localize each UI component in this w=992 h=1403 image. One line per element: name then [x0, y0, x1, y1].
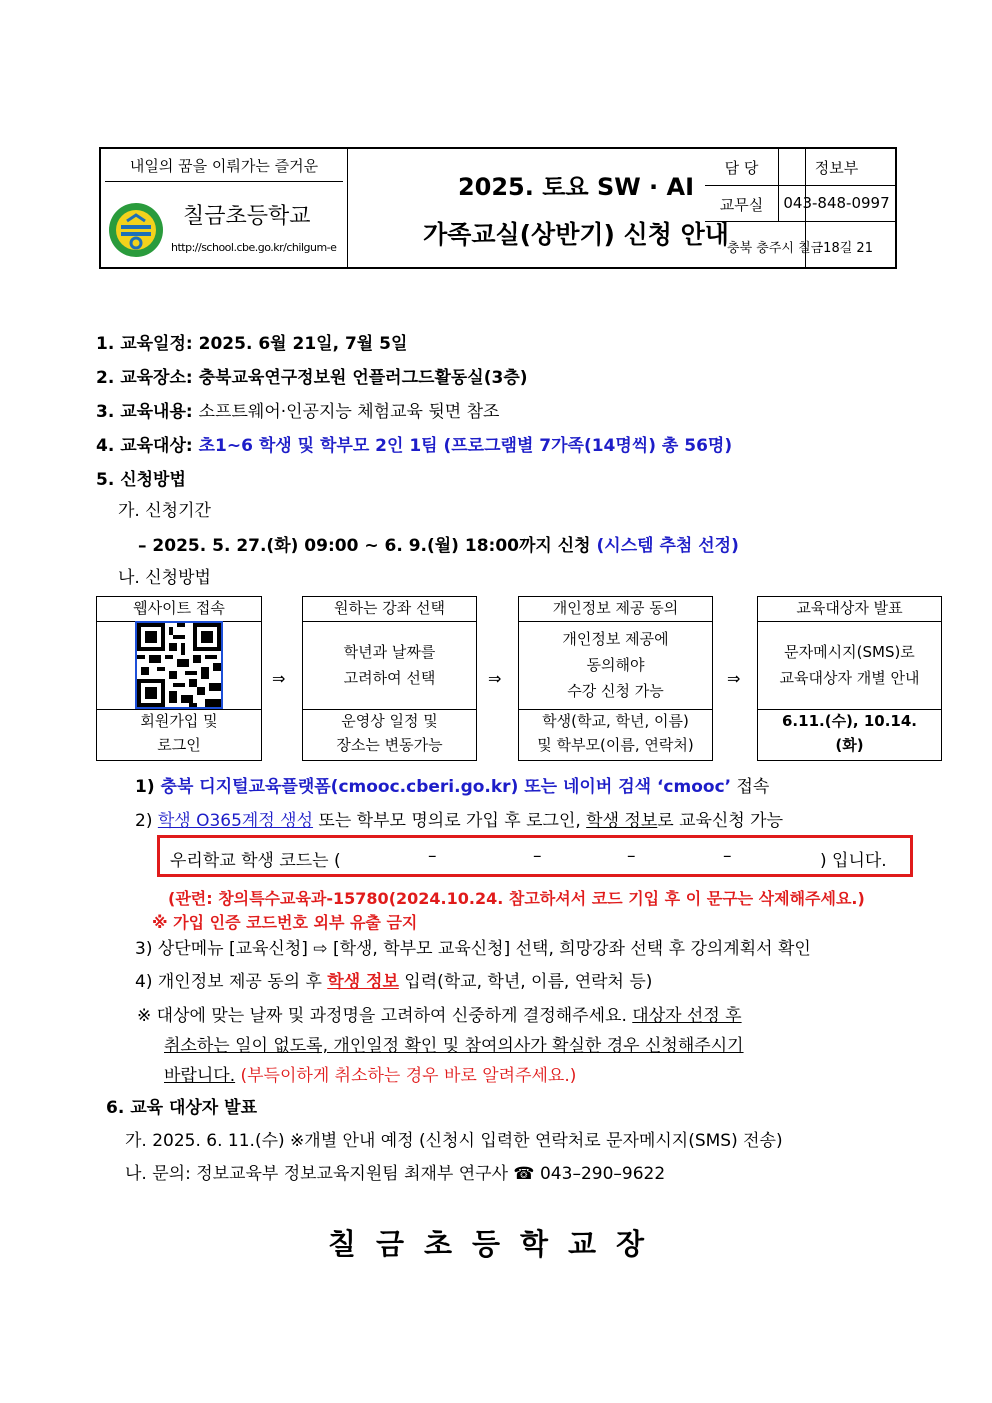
- step-text: 또는 학부모 명의로 가입 후 로그인,: [313, 811, 587, 831]
- flow-step-website: [96, 596, 262, 761]
- flow-middle-text: 학년과 날짜를 고려하여 선택: [343, 643, 436, 687]
- flow-middle: [519, 621, 712, 710]
- period-detail: [138, 531, 739, 556]
- red-note-reference: (관련: 창의특수교육과-15780(2024.10.24. 참고하셔서 코드 기입 후 이 문구는 삭제해주세요.): [168, 889, 865, 908]
- item-label: 1. 교육일정:: [96, 334, 199, 354]
- section6-item-b: 나. 문의: 정보교육부 정보교육지원팀 최재부 연구사 ☎ 043–290–9622: [125, 1164, 666, 1184]
- period-text: – 2025. 5. 27.(화) 09:00 ~ 6. 9.(월) 18:00까지 신청: [138, 536, 597, 556]
- item-label: 3. 교육내용:: [96, 402, 199, 422]
- flow-bottom: [303, 709, 476, 760]
- step-3: 3) 상단메뉴 [교육신청] ⇨ [학생, 학부모 교육신청] 선택, 희망강좌 선택 후 강의계획서 확인: [135, 939, 811, 959]
- item-value: 소프트웨어·인공지능 체험교육 뒷면 참조: [198, 402, 500, 422]
- office-label: 교무실: [719, 196, 764, 214]
- red-note-security: ※ 가입 인증 코드번호 외부 유출 금지: [152, 913, 418, 932]
- school-url[interactable]: http://school.cbe.go.kr/chilgum-e: [171, 241, 337, 254]
- arrow-icon: ⇒: [488, 669, 502, 688]
- qr-code-icon[interactable]: [135, 621, 223, 709]
- flow-bottom: [519, 709, 712, 760]
- note-line-1: [137, 1001, 742, 1026]
- school-cell: [101, 149, 348, 267]
- step-text: 로 교육신청 가능: [657, 811, 784, 831]
- divider: [105, 181, 343, 182]
- flow-bottom-text: 학생(학교, 학년, 이름) 및 학부모(이름, 연락처): [537, 712, 694, 754]
- student-code-box: [157, 835, 913, 877]
- step-num: 1): [135, 777, 161, 797]
- item-target: [96, 431, 732, 456]
- code-dash: –: [533, 846, 542, 866]
- manager-value: 정보부: [814, 159, 859, 177]
- flow-bottom-text: 운영상 일정 및 장소는 변동가능: [336, 712, 443, 754]
- note-red: (부득이하게 취소하는 경우 바로 알려주세요.): [235, 1066, 577, 1086]
- flow-bottom-text: 회원가입 및 로그인: [140, 712, 218, 754]
- item-location: [96, 363, 528, 388]
- item-content: [96, 397, 499, 422]
- flow-bottom: [758, 709, 941, 760]
- note-line-3: [164, 1061, 576, 1086]
- school-motto: 내일의 꿈을 이뤄가는 즐거운: [129, 157, 319, 175]
- flow-middle: [758, 621, 941, 710]
- flow-title: 원하는 강좌 선택: [303, 597, 476, 622]
- item-method: 5. 신청방법: [96, 470, 186, 490]
- o365-account-link[interactable]: 학생 O365계정 생성: [157, 811, 314, 831]
- principal-signature: 칠금초등학교장: [327, 1227, 665, 1261]
- item-label: 4. 교육대상:: [96, 436, 199, 456]
- flow-title: 교육대상자 발표: [758, 597, 941, 622]
- doc-title-line2: 가족교실(상반기) 신청 안내: [423, 220, 729, 249]
- note-line-2: 취소하는 일이 없도록, 개인일정 확인 및 참여의사가 확실한 경우 신청해주시기: [164, 1036, 744, 1056]
- step-text: 4) 개인정보 제공 동의 후: [135, 972, 328, 992]
- item-value: 초1~6 학생 및 학부모 2인 1팀 (프로그램별 7가족(14명씩) 총 56명): [198, 436, 733, 456]
- step-text: 입력(학교, 학년, 이름, 연락처 등): [398, 972, 653, 992]
- item-label: 2. 교육장소:: [96, 368, 199, 388]
- qr-area: [97, 621, 261, 710]
- note-text: ※ 대상에 맞는 날짜 및 과정명을 고려하여 신중하게 결정해주세요.: [137, 1006, 633, 1026]
- sub-method: 나. 신청방법: [118, 568, 211, 588]
- flow-title: 웹사이트 접속: [97, 597, 261, 622]
- school-name: 칠금초등학교: [183, 204, 311, 229]
- item-value: 2025. 6월 21일, 7월 5일: [198, 334, 408, 354]
- school-address: 충북 충주시 칠금18길 21: [727, 241, 873, 256]
- step-text: 접속: [731, 777, 770, 797]
- item-value: 충북교육연구정보원 언플러그드활동실(3층): [198, 368, 528, 388]
- manager-label: 담 당: [724, 159, 759, 177]
- section6-item-a: 가. 2025. 6. 11.(수) ※개별 안내 예정 (신청시 입력한 연락처로 문자메시지(SMS) 전송): [125, 1131, 783, 1151]
- item-schedule: [96, 329, 407, 354]
- school-logo: [107, 201, 165, 259]
- flow-bottom: [97, 709, 261, 760]
- step-num: 2): [135, 811, 158, 831]
- sub-period: 가. 신청기간: [118, 501, 211, 521]
- code-dash: –: [723, 846, 732, 866]
- platform-link[interactable]: 충북 디지털교육플랫폼(cmooc.cberi.go.kr) 또는 네이버 검색 ‘cmooc’: [160, 777, 732, 797]
- code-dash: –: [627, 846, 636, 866]
- arrow-icon: ⇒: [272, 669, 286, 688]
- step-4: [135, 967, 652, 992]
- office-phone: 043-848-0997: [783, 194, 890, 212]
- note-underlined: 대상자 선정 후: [632, 1006, 742, 1026]
- doc-title-line1: 2025. 토요 SW · AI: [457, 173, 695, 201]
- flow-title: 개인정보 제공 동의: [519, 597, 712, 622]
- student-info-text: 학생 정보: [586, 811, 658, 831]
- student-info-highlight: 학생 정보: [327, 972, 399, 992]
- flow-step-course: [302, 596, 477, 761]
- flow-middle-text: 개인정보 제공에 동의해야 수강 신청 가능: [562, 630, 669, 700]
- step-2: [135, 806, 783, 831]
- arrow-icon: ⇒: [727, 669, 741, 688]
- code-dash: –: [428, 846, 437, 866]
- flow-middle: [303, 621, 476, 710]
- flow-step-consent: [518, 596, 713, 761]
- header-table: [99, 147, 897, 269]
- note-underlined: 바랍니다.: [164, 1066, 236, 1086]
- code-end: ) 입니다.: [820, 851, 887, 871]
- flow-middle-text: 문자메시지(SMS)로 교육대상자 개별 안내: [779, 643, 920, 687]
- section6-title: 6. 교육 대상자 발표: [106, 1098, 257, 1118]
- flow-step-announce: [757, 596, 942, 761]
- code-label: 우리학교 학생 코드는 (: [170, 851, 341, 871]
- step-1: [135, 772, 769, 797]
- flow-bottom-text: 6.11.(수), 10.14. (화): [782, 712, 917, 754]
- period-note: (시스템 추첨 선정): [596, 536, 739, 556]
